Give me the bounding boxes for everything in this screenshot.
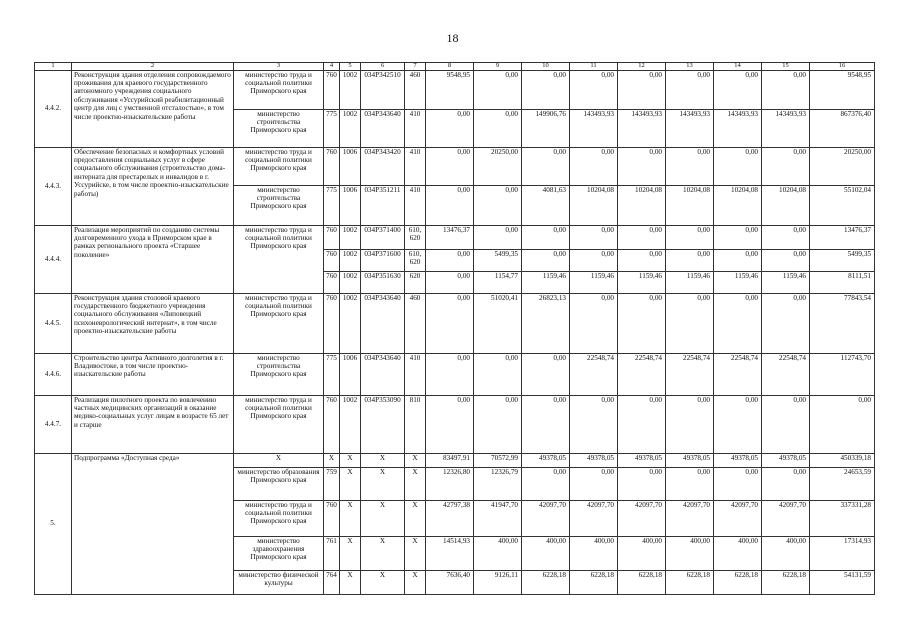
target-article-code: 034Р351630 — [361, 271, 405, 293]
year-value: 0,00 — [426, 271, 474, 293]
column-header: 4 — [324, 63, 340, 71]
year-value: 0,00 — [426, 353, 474, 395]
year-value: 22548,74 — [714, 353, 762, 395]
executor: министерство строительства Приморского края — [234, 353, 324, 395]
year-value: 0,00 — [714, 70, 762, 109]
column-header: 3 — [234, 63, 324, 71]
column-header: 10 — [522, 63, 570, 71]
total-value: 337331,28 — [810, 500, 875, 536]
grbs-code: 761 — [324, 536, 340, 570]
column-header: 15 — [762, 63, 810, 71]
year-value: 22548,74 — [618, 353, 666, 395]
year-value: 13476,37 — [426, 225, 474, 249]
year-value: 0,00 — [666, 70, 714, 109]
executor: министерство строительства Приморского края — [234, 109, 324, 147]
year-value: 6228,18 — [714, 570, 762, 594]
year-value: 0,00 — [522, 147, 570, 185]
year-value: 0,00 — [714, 225, 762, 249]
year-value: 0,00 — [618, 293, 666, 353]
executor: X — [234, 453, 324, 467]
executor: министерство труда и социальной политики Приморского края — [234, 500, 324, 536]
year-value: 49378,05 — [666, 453, 714, 467]
year-value: 143493,93 — [762, 109, 810, 147]
year-value: 6228,18 — [570, 570, 618, 594]
year-value: 0,00 — [570, 147, 618, 185]
year-value: 400,00 — [474, 536, 522, 570]
year-value: 10204,08 — [762, 185, 810, 225]
section-code: X — [340, 500, 361, 536]
total-value: 0,00 — [810, 395, 875, 453]
year-value: 400,00 — [618, 536, 666, 570]
year-value: 9126,11 — [474, 570, 522, 594]
column-header: 1 — [35, 63, 72, 71]
total-value: 77843,54 — [810, 293, 875, 353]
year-value: 0,00 — [762, 249, 810, 271]
section-code: X — [340, 453, 361, 467]
column-header: 11 — [570, 63, 618, 71]
year-value: 0,00 — [762, 225, 810, 249]
year-value: 22548,74 — [570, 353, 618, 395]
year-value: 0,00 — [762, 395, 810, 453]
table-row — [35, 293, 875, 353]
year-value: 0,00 — [522, 249, 570, 271]
section-code: X — [340, 570, 361, 594]
year-value: 0,00 — [426, 109, 474, 147]
total-value: 20250,00 — [810, 147, 875, 185]
grbs-code: 760 — [324, 500, 340, 536]
expense-type-code: X — [405, 453, 426, 467]
year-value: 0,00 — [474, 395, 522, 453]
column-header: 6 — [361, 63, 405, 71]
grbs-code: 775 — [324, 185, 340, 225]
year-value: 1159,46 — [618, 271, 666, 293]
section-code: 1006 — [340, 147, 361, 185]
year-value: 0,00 — [714, 395, 762, 453]
year-value: 0,00 — [666, 293, 714, 353]
expense-type-code: 610, 620 — [405, 225, 426, 249]
year-value: 0,00 — [426, 147, 474, 185]
year-value: 42097,70 — [762, 500, 810, 536]
year-value: 42097,70 — [522, 500, 570, 536]
executor: министерство образования Приморского края — [234, 467, 324, 500]
year-value: 26823,13 — [522, 293, 570, 353]
page-number: 18 — [446, 31, 459, 45]
item-number: 4.4.4. — [35, 225, 72, 293]
executor: министерство труда и социальной политики Приморского края — [234, 293, 324, 353]
column-number-row — [35, 63, 875, 71]
year-value: 0,00 — [762, 147, 810, 185]
year-value: 41947,70 — [474, 500, 522, 536]
grbs-code: 760 — [324, 249, 340, 271]
year-value: 0,00 — [618, 249, 666, 271]
target-article-code: X — [361, 467, 405, 500]
year-value: 143493,93 — [714, 109, 762, 147]
year-value: 1159,46 — [522, 271, 570, 293]
year-value: 0,00 — [666, 395, 714, 453]
expense-type-code: 610, 620 — [405, 249, 426, 271]
year-value: 0,00 — [666, 225, 714, 249]
section-code: 1002 — [340, 70, 361, 109]
year-value: 0,00 — [714, 467, 762, 500]
year-value: 70572,99 — [474, 453, 522, 467]
expense-type-code: 410 — [405, 147, 426, 185]
year-value: 7636,40 — [426, 570, 474, 594]
year-value: 143493,93 — [666, 109, 714, 147]
year-value: 42797,38 — [426, 500, 474, 536]
executor: министерство труда и социальной политики Приморского края — [234, 147, 324, 185]
executor: министерство труда и социальной политики Приморского края — [234, 225, 324, 293]
year-value: 10204,08 — [714, 185, 762, 225]
table-row — [35, 225, 875, 249]
section-code: 1006 — [340, 353, 361, 395]
year-value: 0,00 — [570, 249, 618, 271]
expense-type-code: 460 — [405, 293, 426, 353]
year-value: 4081,63 — [522, 185, 570, 225]
item-name: Реконструкция здания столовой краевого государственного бюджетного учреждения социального обслуживания «Липовецкий психоневрологический интернат», в том числе проектно-изыскательские работы — [72, 293, 234, 353]
year-value: 0,00 — [474, 225, 522, 249]
year-value: 10204,08 — [570, 185, 618, 225]
section-code: 1002 — [340, 109, 361, 147]
target-article-code: X — [361, 570, 405, 594]
column-header: 13 — [666, 63, 714, 71]
target-article-code: X — [361, 500, 405, 536]
year-value: 1159,46 — [714, 271, 762, 293]
expense-type-code: 460 — [405, 70, 426, 109]
total-value: 112743,70 — [810, 353, 875, 395]
year-value: 49378,05 — [522, 453, 570, 467]
year-value: 0,00 — [474, 353, 522, 395]
grbs-code: 760 — [324, 70, 340, 109]
year-value: 83497,91 — [426, 453, 474, 467]
total-value: 867376,40 — [810, 109, 875, 147]
year-value: 0,00 — [714, 249, 762, 271]
grbs-code: X — [324, 453, 340, 467]
grbs-code: 760 — [324, 395, 340, 453]
column-header: 16 — [810, 63, 875, 71]
column-header: 9 — [474, 63, 522, 71]
year-value: 49378,05 — [618, 453, 666, 467]
table-row — [35, 353, 875, 395]
section-code: X — [340, 467, 361, 500]
total-value: 54131,59 — [810, 570, 875, 594]
year-value: 0,00 — [762, 70, 810, 109]
year-value: 51020,41 — [474, 293, 522, 353]
item-number: 4.4.7. — [35, 395, 72, 453]
total-value: 24653,59 — [810, 467, 875, 500]
total-value: 17314,93 — [810, 536, 875, 570]
year-value: 400,00 — [666, 536, 714, 570]
year-value: 0,00 — [522, 225, 570, 249]
year-value: 0,00 — [570, 467, 618, 500]
item-name: Строительство центра Активного долголетия в г. Владивостоке, в том числе проектно-изыскательские работы — [72, 353, 234, 395]
column-header: 8 — [426, 63, 474, 71]
grbs-code: 764 — [324, 570, 340, 594]
table-row — [35, 147, 875, 185]
section-code: X — [340, 536, 361, 570]
expense-type-code: X — [405, 536, 426, 570]
item-number: 4.4.5. — [35, 293, 72, 353]
expense-type-code: X — [405, 570, 426, 594]
program-table — [34, 62, 875, 595]
year-value: 6228,18 — [762, 570, 810, 594]
item-name: Реконструкция здания отделения сопровождаемого проживания для краевого государственного автономного учреждения социального обслуживания «Уссурийский реабилитационный центр для лиц с умственной отсталостью», в том числе проектно-изыскательские работы — [72, 70, 234, 147]
year-value: 0,00 — [762, 293, 810, 353]
year-value: 42097,70 — [618, 500, 666, 536]
executor: министерство строительства Приморского края — [234, 185, 324, 225]
year-value: 143493,93 — [618, 109, 666, 147]
year-value: 0,00 — [618, 395, 666, 453]
year-value: 0,00 — [714, 293, 762, 353]
grbs-code: 760 — [324, 225, 340, 249]
year-value: 9548,95 — [426, 70, 474, 109]
item-name: Реализация мероприятий по созданию системы долговременного ухода в Приморском крае в рамках регионального проекта «Старшее поколение» — [72, 225, 234, 293]
year-value: 0,00 — [666, 467, 714, 500]
year-value: 143493,93 — [570, 109, 618, 147]
year-value: 1159,46 — [762, 271, 810, 293]
expense-type-code: 620 — [405, 271, 426, 293]
year-value: 0,00 — [618, 467, 666, 500]
target-article-code: 034Р343420 — [361, 147, 405, 185]
item-name: Обеспечение безопасных и комфортных условий предоставления социальных услуг в сфере социального обслуживания (строительство дома-интерната для престарелых и инвалидов в г. Уссурийске, в том числе проектно-изыскательские работы) — [72, 147, 234, 225]
year-value: 10204,08 — [666, 185, 714, 225]
item-number: 4.4.2. — [35, 70, 72, 147]
total-value: 13476,37 — [810, 225, 875, 249]
total-value: 8111,51 — [810, 271, 875, 293]
year-value: 42097,70 — [570, 500, 618, 536]
year-value: 49378,05 — [570, 453, 618, 467]
year-value: 6228,18 — [522, 570, 570, 594]
year-value: 5499,35 — [474, 249, 522, 271]
grbs-code: 775 — [324, 353, 340, 395]
year-value: 14514,93 — [426, 536, 474, 570]
year-value: 400,00 — [714, 536, 762, 570]
expense-type-code: 410 — [405, 109, 426, 147]
table-row — [35, 395, 875, 453]
target-article-code: 034Р371600 — [361, 249, 405, 271]
year-value: 42097,70 — [714, 500, 762, 536]
item-number: 4.4.6. — [35, 353, 72, 395]
year-value: 0,00 — [426, 185, 474, 225]
year-value: 0,00 — [474, 109, 522, 147]
target-article-code: 034Р353090 — [361, 395, 405, 453]
year-value: 49378,05 — [762, 453, 810, 467]
year-value: 10204,08 — [618, 185, 666, 225]
year-value: 0,00 — [426, 249, 474, 271]
total-value: 450339,18 — [810, 453, 875, 467]
target-article-code: 034Р343640 — [361, 353, 405, 395]
section-code: 1002 — [340, 225, 361, 249]
year-value: 0,00 — [522, 353, 570, 395]
year-value: 0,00 — [522, 467, 570, 500]
year-value: 0,00 — [666, 147, 714, 185]
expense-type-code: X — [405, 467, 426, 500]
target-article-code: X — [361, 536, 405, 570]
year-value: 400,00 — [570, 536, 618, 570]
year-value: 0,00 — [474, 70, 522, 109]
column-header: 2 — [72, 63, 234, 71]
year-value: 0,00 — [618, 147, 666, 185]
executor: министерство физической культуры — [234, 570, 324, 594]
year-value: 22548,74 — [666, 353, 714, 395]
year-value: 1159,46 — [666, 271, 714, 293]
year-value: 12326,80 — [426, 467, 474, 500]
column-header: 12 — [618, 63, 666, 71]
target-article-code: X — [361, 453, 405, 467]
executor: министерство здравоохранения Приморского края — [234, 536, 324, 570]
year-value: 0,00 — [762, 467, 810, 500]
section-code: 1002 — [340, 249, 361, 271]
year-value: 42097,70 — [666, 500, 714, 536]
year-value: 6228,18 — [618, 570, 666, 594]
item-name: Реализация пилотного проекта по вовлечению частных медицинских организаций в оказание медико-социальных услуг лицам в возрасте 65 лет и старше — [72, 395, 234, 453]
target-article-code: 034Р371400 — [361, 225, 405, 249]
total-value: 9548,95 — [810, 70, 875, 109]
year-value: 12326,79 — [474, 467, 522, 500]
grbs-code: 759 — [324, 467, 340, 500]
executor: министерство труда и социальной политики Приморского края — [234, 395, 324, 453]
section-code: 1006 — [340, 185, 361, 225]
year-value: 0,00 — [666, 249, 714, 271]
item-number: 4.4.3. — [35, 147, 72, 225]
column-header: 14 — [714, 63, 762, 71]
grbs-code: 775 — [324, 109, 340, 147]
year-value: 0,00 — [570, 293, 618, 353]
year-value: 6228,18 — [666, 570, 714, 594]
year-value: 0,00 — [618, 225, 666, 249]
column-header: 5 — [340, 63, 361, 71]
executor: министерство труда и социальной политики Приморского края — [234, 70, 324, 109]
year-value: 1159,46 — [570, 271, 618, 293]
year-value: 0,00 — [570, 395, 618, 453]
target-article-code: 034Р342510 — [361, 70, 405, 109]
year-value: 0,00 — [474, 185, 522, 225]
section-code: 1002 — [340, 395, 361, 453]
section-code: 1002 — [340, 271, 361, 293]
year-value: 1154,77 — [474, 271, 522, 293]
year-value: 0,00 — [570, 70, 618, 109]
expense-type-code: X — [405, 500, 426, 536]
table-row — [35, 70, 875, 109]
table-row — [35, 453, 875, 467]
year-value: 0,00 — [522, 70, 570, 109]
item-name: Подпрограмма «Доступная среда» — [72, 453, 234, 594]
target-article-code: 034Р343640 — [361, 109, 405, 147]
target-article-code: 034Р343640 — [361, 293, 405, 353]
year-value: 400,00 — [522, 536, 570, 570]
total-value: 55102,04 — [810, 185, 875, 225]
expense-type-code: 810 — [405, 395, 426, 453]
year-value: 400,00 — [762, 536, 810, 570]
year-value: 0,00 — [426, 293, 474, 353]
item-number: 5. — [35, 453, 72, 594]
year-value: 149906,76 — [522, 109, 570, 147]
expense-type-code: 410 — [405, 353, 426, 395]
year-value: 0,00 — [570, 225, 618, 249]
year-value: 0,00 — [714, 147, 762, 185]
grbs-code: 760 — [324, 293, 340, 353]
year-value: 0,00 — [426, 395, 474, 453]
grbs-code: 760 — [324, 147, 340, 185]
year-value: 0,00 — [618, 70, 666, 109]
grbs-code: 760 — [324, 271, 340, 293]
expense-type-code: 410 — [405, 185, 426, 225]
year-value: 20250,00 — [474, 147, 522, 185]
target-article-code: 034Р351211 — [361, 185, 405, 225]
total-value: 5499,35 — [810, 249, 875, 271]
section-code: 1002 — [340, 293, 361, 353]
year-value: 49378,05 — [714, 453, 762, 467]
column-header: 7 — [405, 63, 426, 71]
year-value: 22548,74 — [762, 353, 810, 395]
year-value: 0,00 — [522, 395, 570, 453]
